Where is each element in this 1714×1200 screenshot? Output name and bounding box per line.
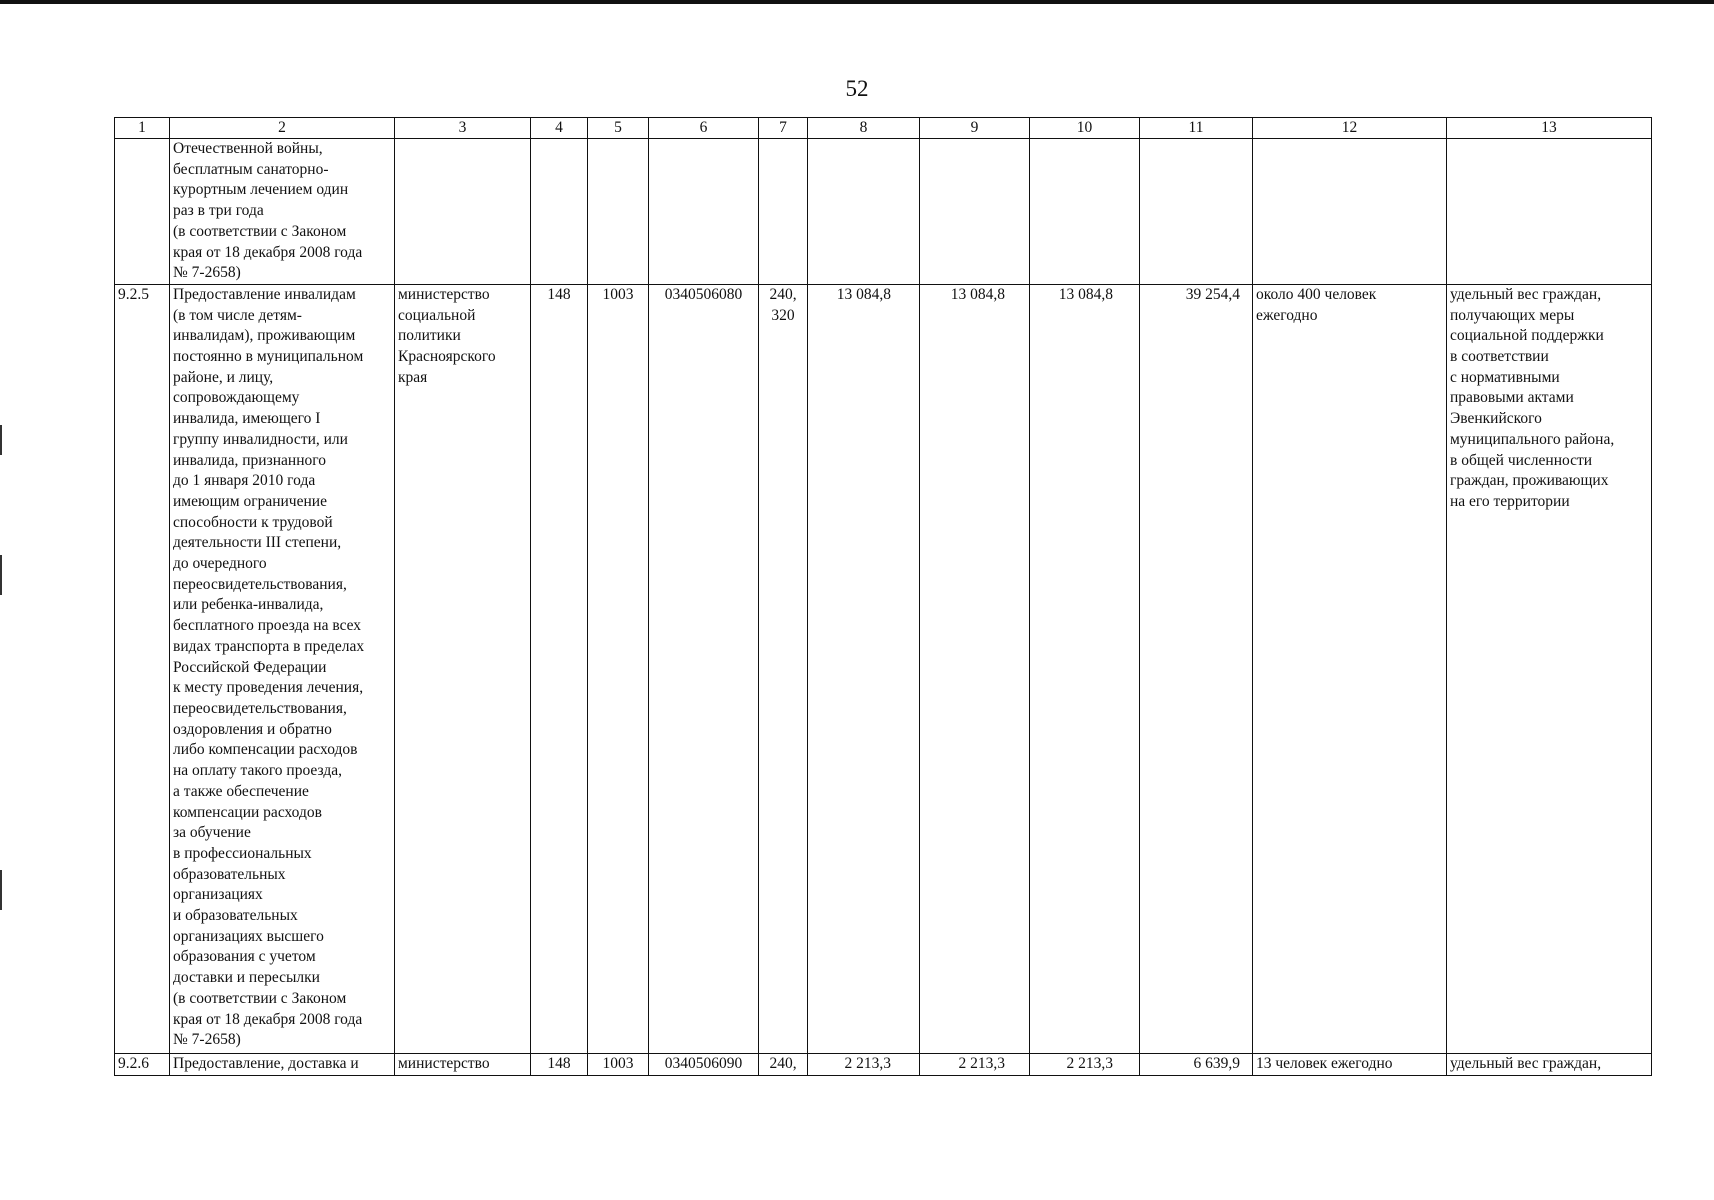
section-code-cell: 1003 [588, 284, 649, 1053]
amount-year3-cell: 2 213,3 [1030, 1053, 1140, 1075]
column-header: 9 [920, 118, 1030, 139]
item-number-cell [115, 139, 170, 285]
column-header: 11 [1140, 118, 1253, 139]
indicator-cell: удельный вес граждан, [1447, 1053, 1652, 1075]
amount-year1-cell: 2 213,3 [808, 1053, 920, 1075]
amount-year1-cell [808, 139, 920, 285]
amount-year2-cell: 2 213,3 [920, 1053, 1030, 1075]
amount-year3-cell [1030, 139, 1140, 285]
scan-edge-mark [0, 870, 2, 910]
expense-type-cell: 240, 320 [759, 284, 808, 1053]
section-code-cell [588, 139, 649, 285]
amount-year1-cell: 13 084,8 [808, 284, 920, 1053]
grbs-code-cell: 148 [531, 284, 588, 1053]
expected-result-cell: 13 человек ежегодно [1253, 1053, 1447, 1075]
amount-total-cell: 39 254,4 [1140, 284, 1253, 1053]
target-item-cell: 0340506080 [649, 284, 759, 1053]
amount-year2-cell [920, 139, 1030, 285]
grbs-code-cell: 148 [531, 1053, 588, 1075]
item-number-cell: 9.2.5 [115, 284, 170, 1053]
program-activities-table [114, 117, 1652, 1076]
page-number: 52 [845, 76, 869, 101]
activity-description-cell: Отечественной войны, бесплатным санаторно- курортным лечением один раз в три года (в соответствии с Законом края от 18 декабря 2008 года № 7-2658) [170, 139, 395, 285]
column-header: 8 [808, 118, 920, 139]
target-item-cell [649, 139, 759, 285]
amount-year2-cell: 13 084,8 [920, 284, 1030, 1053]
column-header: 3 [395, 118, 531, 139]
column-header: 5 [588, 118, 649, 139]
column-header: 2 [170, 118, 395, 139]
expense-type-cell [759, 139, 808, 285]
column-number-row [115, 118, 1652, 139]
table-row [115, 139, 1652, 285]
column-header: 7 [759, 118, 808, 139]
table-row [115, 1053, 1652, 1075]
target-item-cell: 0340506090 [649, 1053, 759, 1075]
responsible-body-cell [395, 139, 531, 285]
column-header: 1 [115, 118, 170, 139]
amount-total-cell: 6 639,9 [1140, 1053, 1253, 1075]
indicator-cell [1447, 139, 1652, 285]
scan-top-border [0, 0, 1714, 4]
column-header: 4 [531, 118, 588, 139]
amount-total-cell [1140, 139, 1253, 285]
column-header: 12 [1253, 118, 1447, 139]
activity-description-cell: Предоставление инвалидам (в том числе детям- инвалидам), проживающим постоянно в муниципальном районе, и лицу, сопровождающему инвалида, имеющего I группу инвалидности, или инвалида, признанного до 1 января 2010 года имеющим ограничение способности к трудовой деятельности III степени, до очередного переосвидетельствования, или ребенка-инвалида, бесплатного проезда на всех видах транспорта в пределах Российской Федерации к месту проведения лечения, переосвидетельствования, оздоровления и обратно либо компенсации расходов на оплату такого проезда, а также обеспечение компенсации расходов за обучение в профессиональных образовательных организациях и образовательных организациях высшего образования с учетом доставки и пересылки (в соответствии с Законом края от 18 декабря 2008 года № 7-2658) [170, 284, 395, 1053]
activity-description-cell: Предоставление, доставка и [170, 1053, 395, 1075]
amount-year3-cell: 13 084,8 [1030, 284, 1140, 1053]
indicator-cell: удельный вес граждан, получающих меры социальной поддержки в соответствии с нормативными правовыми актами Эвенкийского муниципального района, в общей численности граждан, проживающих на его территории [1447, 284, 1652, 1053]
section-code-cell: 1003 [588, 1053, 649, 1075]
column-header: 13 [1447, 118, 1652, 139]
column-header: 6 [649, 118, 759, 139]
column-header: 10 [1030, 118, 1140, 139]
expense-type-cell: 240, [759, 1053, 808, 1075]
expected-result-cell [1253, 139, 1447, 285]
responsible-body-cell: министерство социальной политики Красноярского края [395, 284, 531, 1053]
item-number-cell: 9.2.6 [115, 1053, 170, 1075]
scan-edge-mark [0, 425, 2, 455]
scan-edge-mark [0, 555, 2, 595]
responsible-body-cell: министерство [395, 1053, 531, 1075]
table-row [115, 284, 1652, 1053]
expected-result-cell: около 400 человек ежегодно [1253, 284, 1447, 1053]
grbs-code-cell [531, 139, 588, 285]
